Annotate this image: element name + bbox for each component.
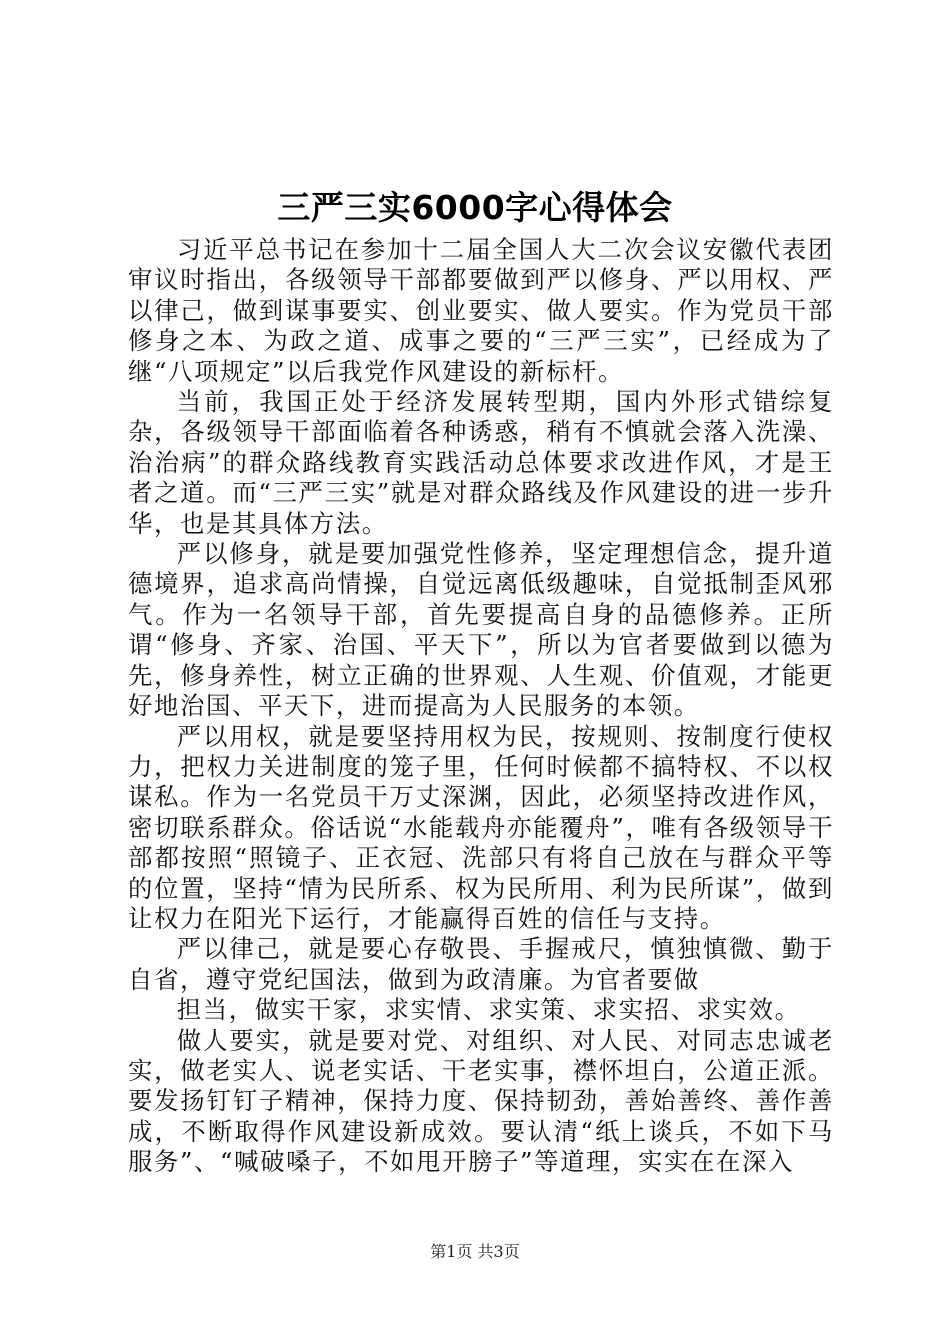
paragraph-1: 习近平总书记在参加十二届全国人大二次会议安徽代表团审议时指出，各级领导干部都要做到严以修身、严以用权、严以律己，做到谋事要实、创业要实、做人要实。作为党员干部修身之本、为政之道、成事之要的“三严三实”，已经成为了继“八项规定”以后我党作风建设的新标杆。 (128, 235, 834, 386)
paragraph-6: 担当，做实干家，求实情、求实策、求实招、求实效。 (176, 995, 801, 1025)
page-number-footer: 第1页 共3页 (430, 1242, 520, 1261)
paragraph-2: 当前，我国正处于经济发展转型期，国内外形式错综复杂，各级领导干部面临着各种诱惑，稍有不慎就会落入洗澡、治治病”的群众路线教育实践活动总体要求改进作风，才是王者之道。而“三严三实”就是对群众路线及作风建设的进一步升华，也是其具体方法。 (128, 387, 834, 538)
document-body (128, 235, 834, 1178)
paragraph-4: 严以用权，就是要坚持用权为民，按规则、按制度行使权力，把权力关进制度的笼子里，任何时候都不搞特权、不以权谋私。作为一名党员干万丈深渊，因此，必须坚持改进作风，密切联系群众。俗话说“水能载舟亦能覆舟”，唯有各级领导干部都按照“照镜子、正衣冠、洗部只有将自己放在与群众平等的位置，坚持“情为民所系、权为民所用、利为民所谋”，做到让权力在阳光下运行，才能赢得百姓的信任与支持。 (128, 721, 834, 933)
paragraph-3: 严以修身，就是要加强党性修养，坚定理想信念，提升道德境界，追求高尚情操，自觉远离低级趣味，自觉抵制歪风邪气。作为一名领导干部，首先要提高自身的品德修养。正所谓“修身、齐家、治国、平天下”，所以为官者要做到以德为先，修身养性，树立正确的世界观、人生观、价值观，才能更好地治国、平天下，进而提高为人民服务的本领。 (128, 539, 834, 721)
document-title: 三严三实6000字心得体会 (277, 188, 673, 227)
paragraph-7: 做人要实，就是要对党、对组织、对人民、对同志忠诚老实，做老实人、说老实话、干老实事，襟怀坦白，公道正派。要发扬钉钉子精神，保持力度、保持韧劲，善始善终、善作善成，不断取得作风建设新成效。要认清“纸上谈兵，不如下马服务”、“喊破嗓子，不如甩开膀子”等道理，实实在在深入 (128, 1025, 834, 1177)
paragraph-5: 严以律己，就是要心存敬畏、手握戒尺，慎独慎微、勤于自省，遵守党纪国法，做到为政清廉。为官者要做 (128, 934, 834, 994)
